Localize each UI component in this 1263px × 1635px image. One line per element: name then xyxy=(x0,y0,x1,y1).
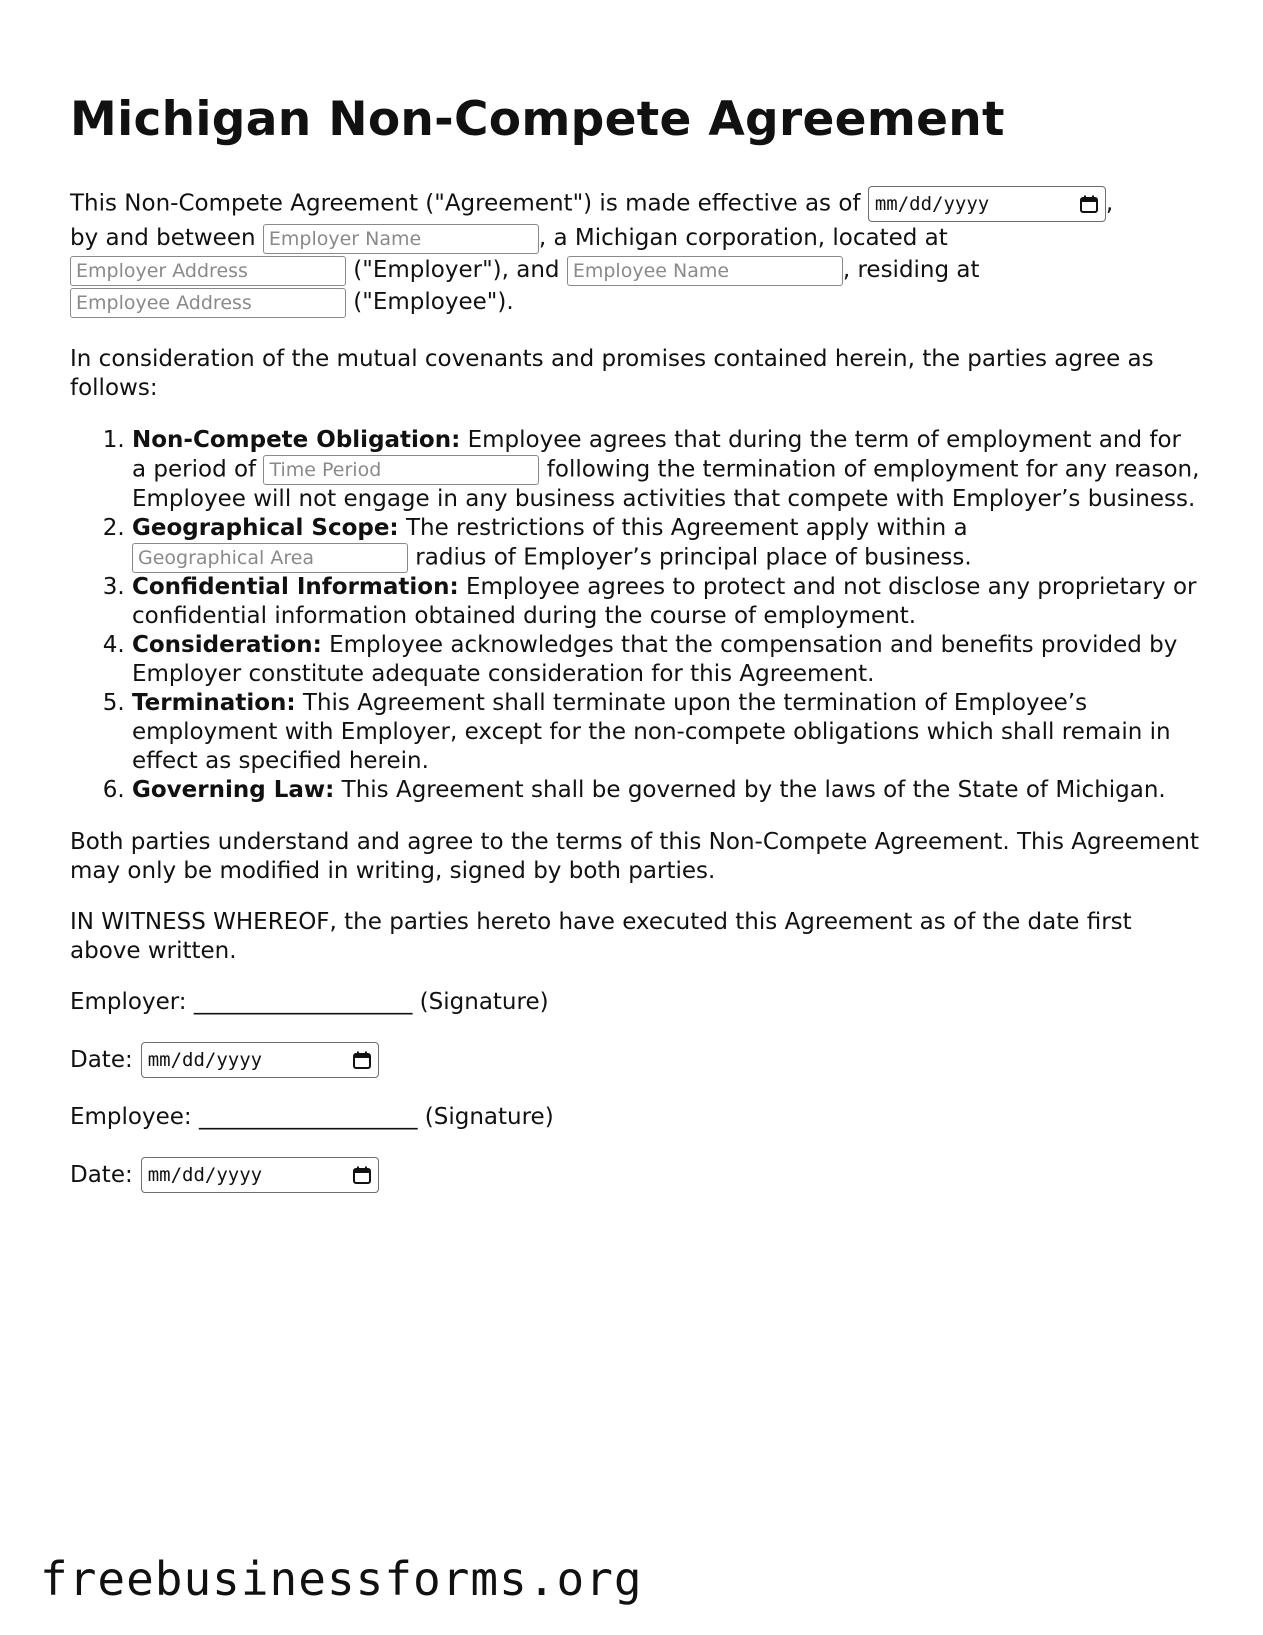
clause-text: Employee agrees to protect and not disclose any proprietary or confidential information obtained during the course of employment. xyxy=(132,574,1197,629)
employer-address-input[interactable] xyxy=(70,256,346,286)
clause-text: This Agreement shall terminate upon the termination of Employee’s employment with Employer, except for the non-compete obligations which shall remain in effect as specified herein. xyxy=(132,690,1171,774)
clause-non-compete xyxy=(132,426,1200,514)
intro-text-1: This Non-Compete Agreement ("Agreement") is made effective as of xyxy=(70,190,868,217)
date-label: Date: xyxy=(70,1161,133,1188)
clause-text: following the termination of employment for any reason, Employee will not engage in any business activities that compete with Employer’s business. xyxy=(132,456,1200,512)
calendar-icon[interactable] xyxy=(352,1050,372,1070)
employee-signature-line: Employee: ___________________ (Signature) xyxy=(70,1104,554,1130)
employee-date-value: mm/dd/yyyy xyxy=(147,1163,263,1186)
clause-heading: Termination: xyxy=(132,690,296,716)
date-label: Date: xyxy=(70,1046,133,1073)
intro-paragraph xyxy=(70,186,1200,318)
intro-text-7: ("Employee"). xyxy=(346,289,514,315)
clause-heading: Governing Law: xyxy=(132,777,335,803)
witness-paragraph: IN WITNESS WHEREOF, the parties hereto have executed this Agreement as of the date first above written. xyxy=(70,909,1132,964)
page-title: Michigan Non-Compete Agreement xyxy=(70,92,1005,147)
clause-list xyxy=(70,426,1200,805)
clause-geographical-scope xyxy=(132,514,1200,573)
intro-text-5: ("Employer"), and xyxy=(346,257,567,283)
employer-name-input[interactable] xyxy=(263,224,539,254)
clause-governing-law xyxy=(132,776,1200,805)
clause-heading: Consideration: xyxy=(132,632,322,658)
intro-text-2: , xyxy=(1105,190,1114,217)
employee-name-input[interactable] xyxy=(567,256,843,286)
clause-consideration xyxy=(132,631,1200,689)
clause-heading: Confidential Information: xyxy=(132,574,459,600)
calendar-icon[interactable] xyxy=(1079,194,1099,214)
clause-heading: Geographical Scope: xyxy=(132,515,399,541)
employer-date-row xyxy=(70,1042,1200,1078)
consideration-paragraph: In consideration of the mutual covenants and promises contained herein, the parties agree as follows: xyxy=(70,346,1154,401)
clause-text: Employee agrees that during the term of employment and for a period of xyxy=(132,427,1181,483)
employee-date-field[interactable] xyxy=(141,1157,379,1193)
effective-date-field[interactable] xyxy=(868,186,1106,222)
clause-text: This Agreement shall be governed by the laws of the State of Michigan. xyxy=(334,777,1166,803)
clause-text: Employee acknowledges that the compensation and benefits provided by Employer constitute adequate consideration for this Agreement. xyxy=(132,632,1178,687)
clause-termination xyxy=(132,689,1200,776)
clause-heading: Non-Compete Obligation: xyxy=(132,427,461,453)
clause-text: The restrictions of this Agreement apply within a xyxy=(398,515,968,541)
employee-address-input[interactable] xyxy=(70,288,346,318)
geographical-area-input[interactable] xyxy=(132,543,408,573)
intro-text-6: , residing at xyxy=(842,257,980,283)
intro-text-3: by and between xyxy=(70,225,263,251)
intro-text-4: , a Michigan corporation, located at xyxy=(538,225,948,251)
employer-signature-line: Employer: ___________________ (Signature) xyxy=(70,989,549,1015)
effective-date-value: mm/dd/yyyy xyxy=(874,193,990,215)
clause-text: radius of Employer’s principal place of business. xyxy=(408,544,972,571)
time-period-input[interactable] xyxy=(263,455,539,485)
clause-confidential-information xyxy=(132,573,1200,631)
document-page xyxy=(70,0,1200,1193)
employer-date-value: mm/dd/yyyy xyxy=(147,1048,263,1071)
calendar-icon[interactable] xyxy=(352,1165,372,1185)
watermark: freebusinessforms.org xyxy=(40,1552,643,1606)
employee-date-row xyxy=(70,1157,1200,1193)
employer-date-field[interactable] xyxy=(141,1042,379,1078)
understanding-paragraph: Both parties understand and agree to the terms of this Non-Compete Agreement. This Agreement may only be modified in writing, signed by both parties. xyxy=(70,829,1199,884)
